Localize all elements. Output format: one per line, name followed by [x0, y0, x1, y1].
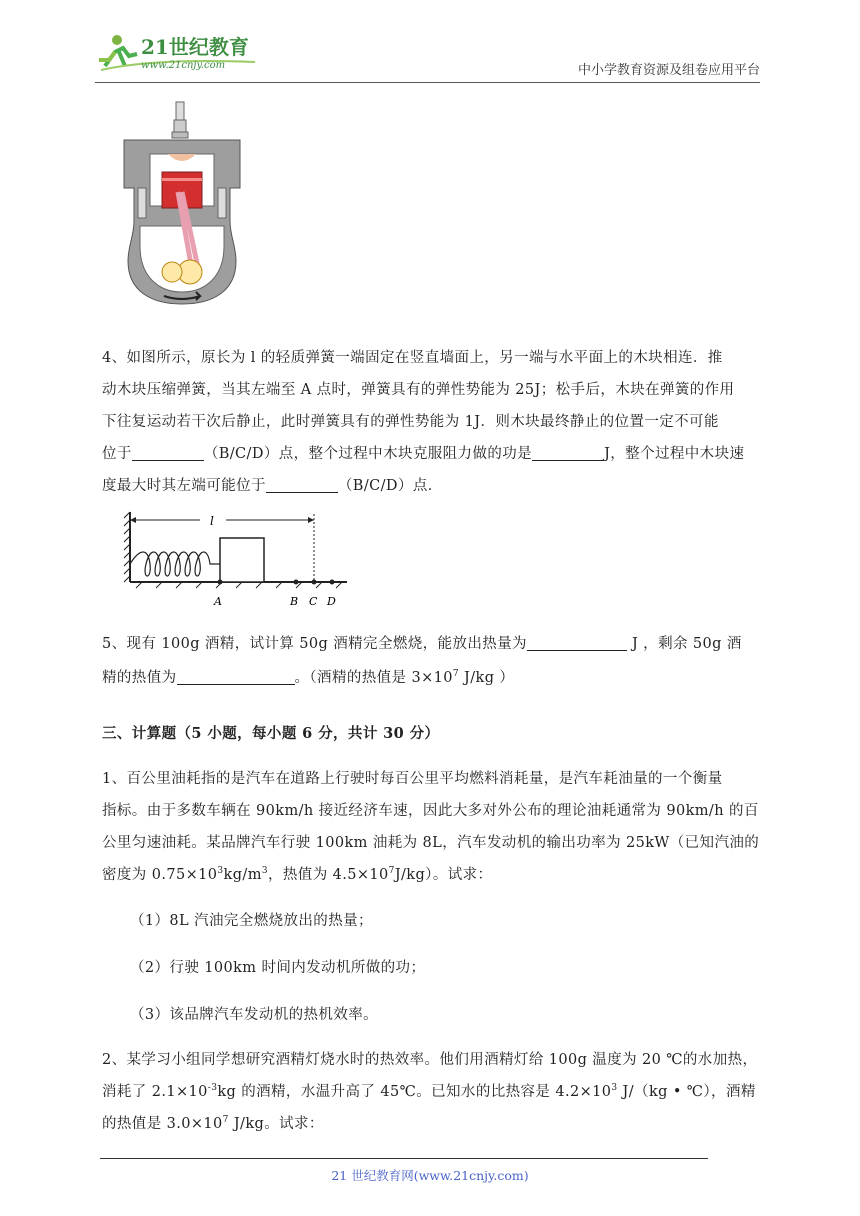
text: J/kg ）: [459, 670, 515, 686]
text: （B/C/D）点，整个过程中木块克服阻力做的功是: [203, 446, 533, 462]
text: kg/m: [223, 867, 262, 883]
calc-1-line-1: 1、百公里油耗指的是汽车在道路上行驶时每百公里平均燃料消耗量，是汽车耗油量的一个衡量: [102, 771, 723, 787]
text: 度最大时其左端可能位于: [102, 478, 266, 494]
text: J/（kg • ℃），酒精: [617, 1084, 756, 1100]
calc-2-line-1: 2、某学习小组同学想研究酒精灯烧水时的热效率。他们用酒精灯给 100g 温度为 20 ℃的水加热，: [102, 1052, 758, 1068]
svg-text:B: B: [290, 595, 299, 608]
answer-blank-2[interactable]: [532, 444, 604, 461]
answer-blank-1[interactable]: [132, 444, 204, 461]
engine-diagram: [118, 96, 246, 308]
site-logo: [95, 30, 265, 78]
text: kg 的酒精，水温升高了 45℃。已知水的比热容是 4.2×10: [217, 1084, 612, 1100]
question-4-line-1: 4、如图所示，原长为 l 的轻质弹簧一端固定在竖直墙面上，另一端与水平面上的木块相连．推: [102, 350, 723, 366]
calc-1-line-2: 指标。由于多数车辆在 90km/h 接近经济车速，因此大多对外公布的理论油耗通常为 90km/h 的百: [102, 803, 759, 819]
exponent: 7: [452, 669, 460, 680]
text: （B/C/D）点．: [337, 478, 443, 494]
question-5-line-1: [102, 628, 762, 660]
svg-text:C: C: [309, 595, 318, 608]
calc-1-line-3: 公里匀速油耗。某品牌汽车行驶 100km 油耗为 8L，汽车发动机的输出功率为 25kW（已知汽油的: [102, 835, 760, 851]
text: 5、现有 100g 酒精，试计算 50g 酒精完全燃烧，能放出热量为: [102, 636, 527, 652]
answer-blank-4[interactable]: [527, 634, 627, 651]
svg-text:www.21cnjy.com: www.21cnjy.com: [141, 60, 226, 71]
svg-text:D: D: [327, 595, 336, 608]
footer-divider: [100, 1158, 708, 1159]
svg-text:21世纪教育: 21世纪教育: [141, 35, 249, 59]
answer-blank-5[interactable]: [177, 668, 295, 685]
calc-1-line-4: [102, 859, 762, 891]
text: ，热值为 4.5×10: [268, 867, 389, 883]
text: 精的热值为: [102, 670, 177, 686]
svg-text:l: l: [210, 514, 214, 528]
text: 密度为 0.75×10: [102, 867, 218, 883]
question-4-line-4: [102, 438, 762, 470]
question-4-line-5: [102, 470, 762, 502]
calc-1-sub-3: （3）该品牌汽车发动机的热机效率。: [130, 1007, 379, 1023]
section-3-title: 三、计算题（5 小题，每小题 6 分，共计 30 分）: [102, 725, 440, 742]
question-4-line-2: 动木块压缩弹簧，当其左端至 A 点时，弹簧具有的弹性势能为 25J；松手后，木块在弹簧的作用: [102, 382, 735, 398]
footer-link[interactable]: 21 世纪教育网(www.21cnjy.com): [331, 1168, 529, 1183]
exponent: 7: [222, 1115, 229, 1126]
text: J，整个过程中木块速: [604, 446, 745, 462]
platform-name: 中小学教育资源及组卷应用平台: [577, 63, 760, 78]
answer-blank-3[interactable]: [266, 476, 338, 493]
exponent: 3: [611, 1083, 618, 1094]
text: 位于: [102, 446, 132, 462]
text: 消耗了 2.1×10: [102, 1084, 208, 1100]
text: J ，剩余 50g 酒: [626, 636, 742, 652]
calc-1-sub-2: （2）行驶 100km 时间内发动机所做的功；: [130, 960, 426, 976]
svg-text:A: A: [214, 595, 222, 608]
question-4-line-3: 下往复运动若干次后静止，此时弹簧具有的弹性势能为 1J．则木块最终静止的位置一定不可能: [102, 414, 719, 430]
spring-block-diagram: [122, 508, 362, 608]
calc-2-line-3: [102, 1108, 762, 1140]
calc-2-line-2: [102, 1076, 762, 1108]
text: J/kg）。试求：: [394, 867, 493, 883]
runner-icon: [99, 35, 137, 66]
exponent: 3: [261, 866, 268, 877]
exponent: -3: [207, 1083, 218, 1094]
text: 的热值是 3.0×10: [102, 1116, 223, 1132]
question-5-line-2: [102, 662, 762, 694]
page-header: [95, 30, 760, 83]
text: 。（酒精的热值是 3×10: [294, 670, 453, 686]
exponent: 3: [217, 866, 224, 877]
calc-1-sub-1: （1）8L 汽油完全燃烧放出的热量；: [130, 913, 373, 929]
exponent: 7: [388, 866, 395, 877]
text: J/kg。试求：: [228, 1116, 324, 1132]
